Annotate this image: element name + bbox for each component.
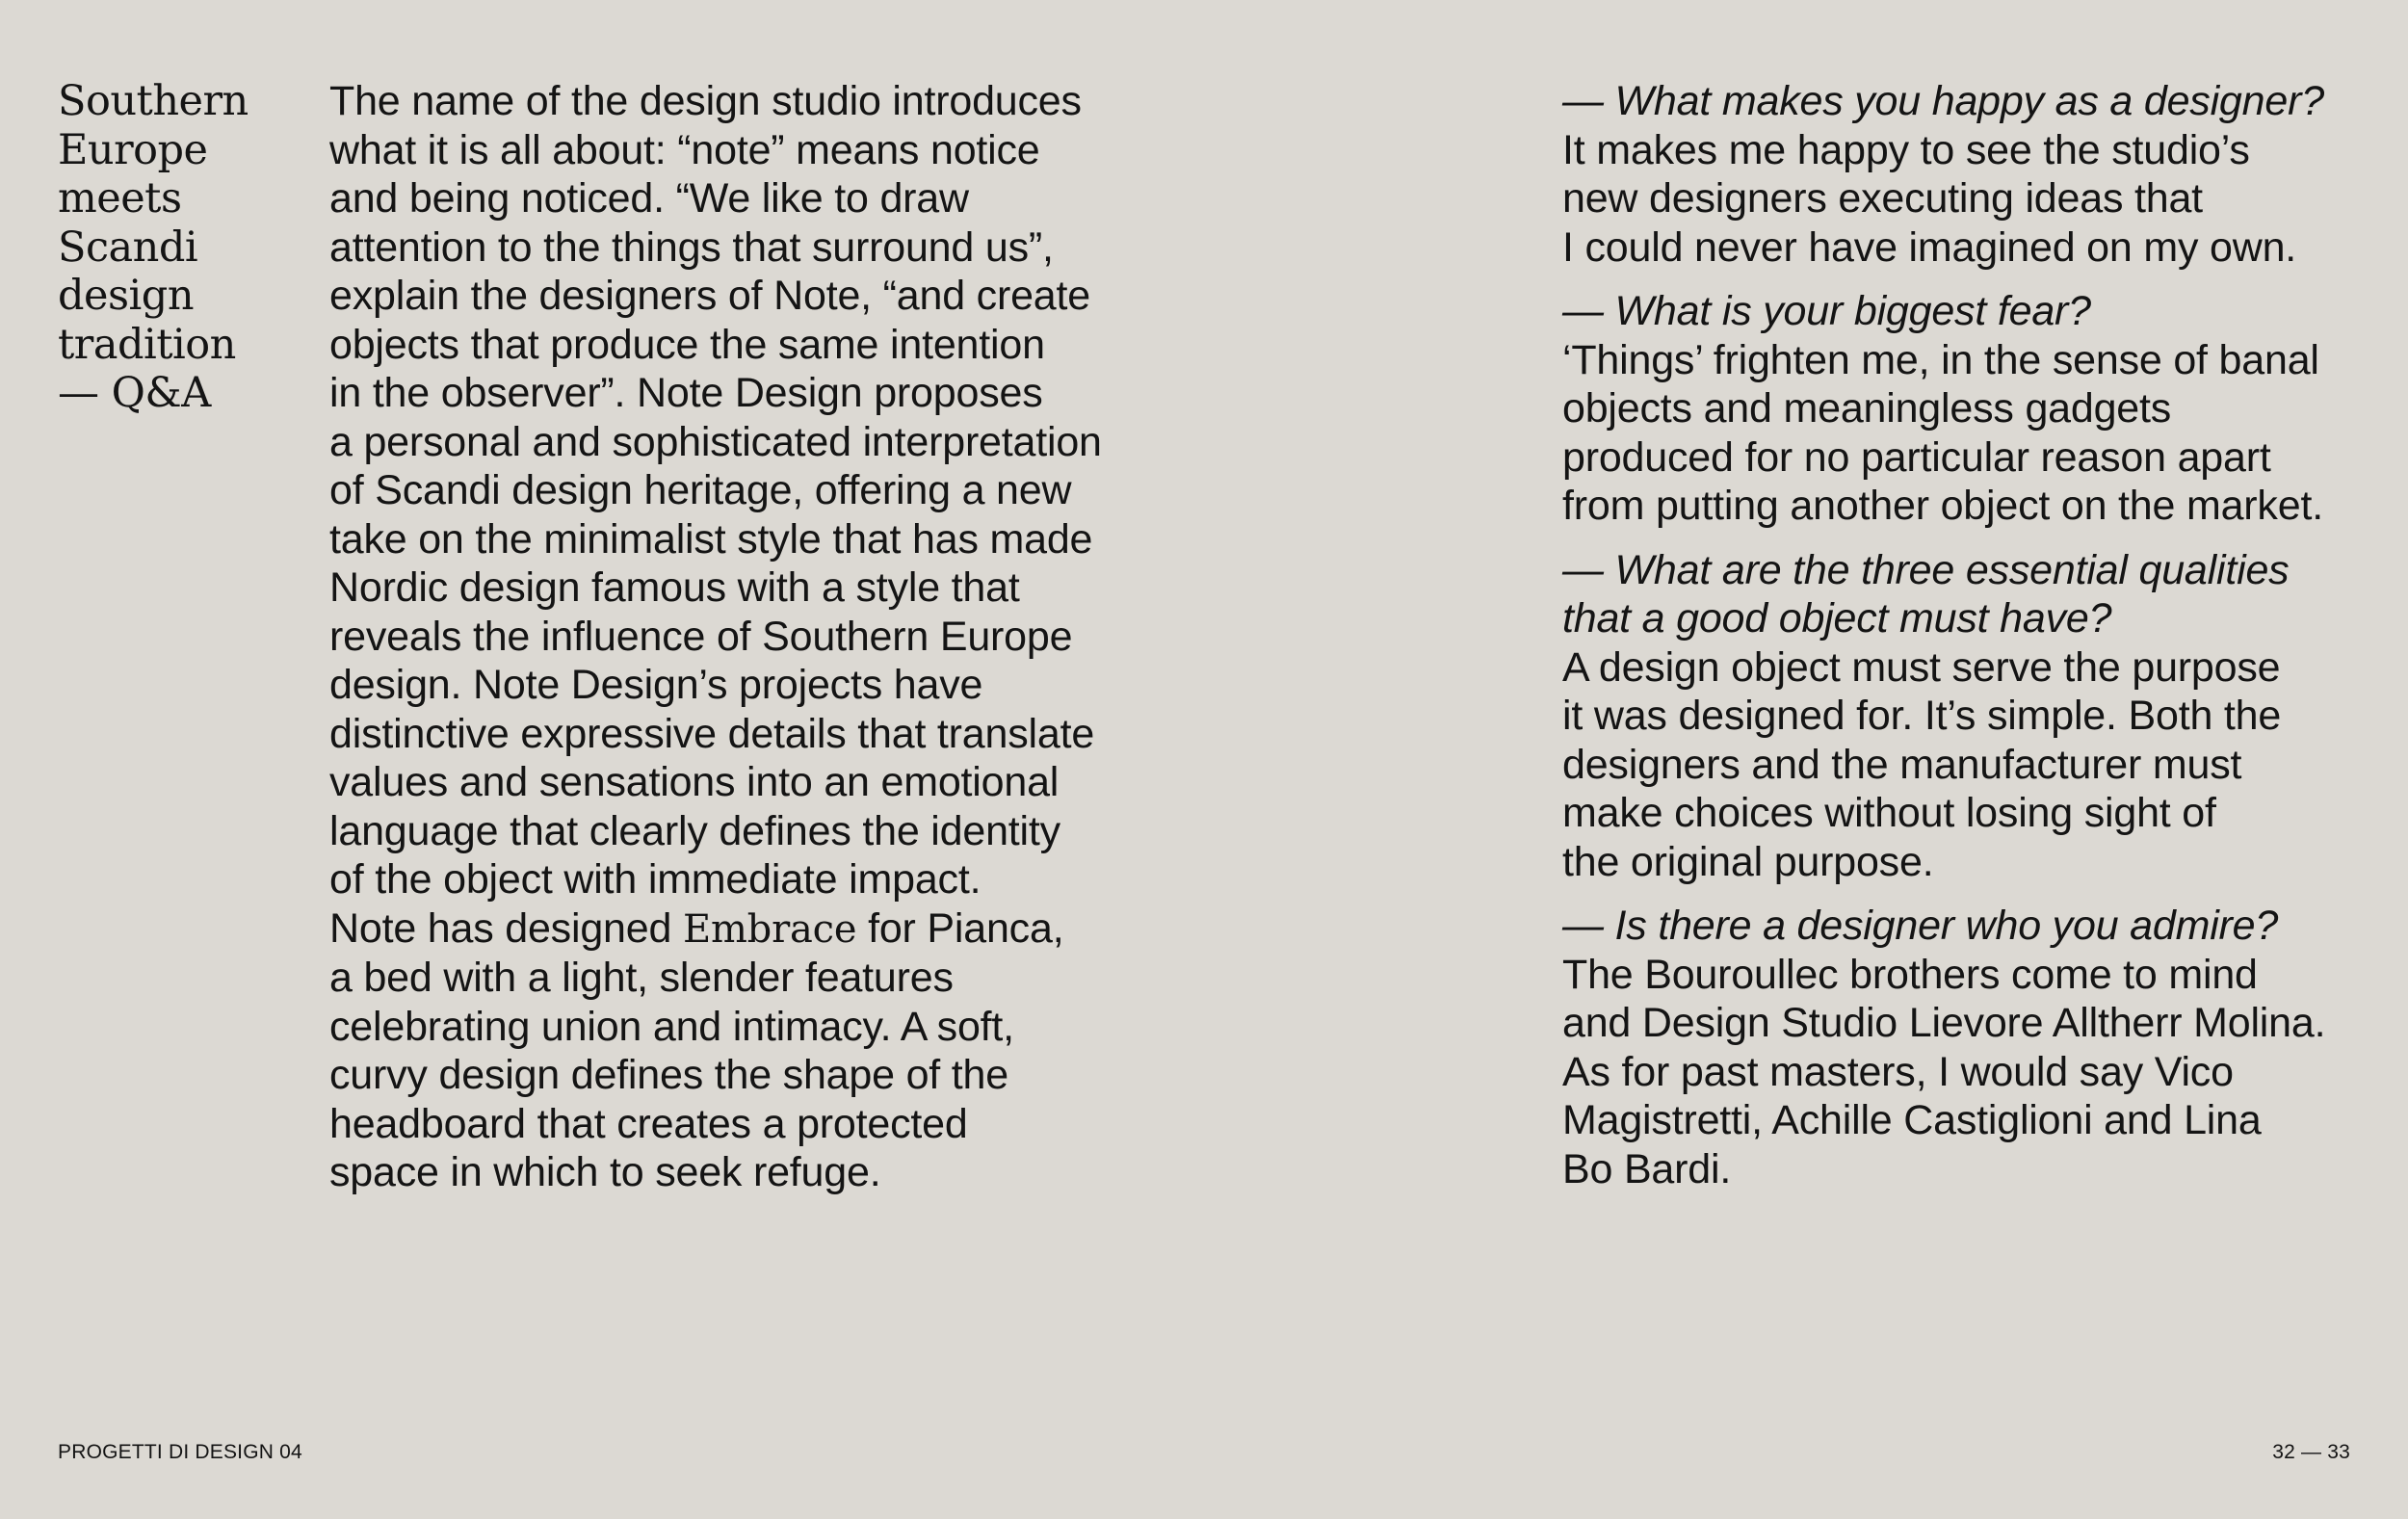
section-title-line: Southern	[58, 77, 249, 125]
body-text-line: values and sensations into an emotional	[329, 759, 1060, 805]
section-title-line: design	[58, 272, 195, 320]
body-text-line: Nordic design famous with a style that	[329, 564, 1020, 611]
body-text-line: of the object with immediate impact.	[329, 856, 982, 903]
qa-item	[1562, 546, 2371, 887]
section-title-line: Scandi	[58, 223, 198, 272]
answer-line: designers and the manufacturer must	[1562, 741, 2242, 788]
body-text-line: language that clearly defines the identity	[329, 807, 1060, 854]
answer-line: I could never have imagined on my own.	[1562, 223, 2297, 271]
qa-item	[1562, 287, 2371, 531]
body-text-line: and being noticed. “We like to draw	[329, 175, 969, 222]
product-name: Embrace	[682, 906, 857, 952]
publication-name: PROGETTI DI DESIGN 04	[58, 1441, 302, 1463]
body-text-line: space in which to seek refuge.	[329, 1149, 881, 1195]
answer-line: A design object must serve the purpose	[1562, 643, 2281, 691]
body-text-line: attention to the things that surround us”,	[329, 223, 1054, 271]
embrace-text-after: for Pianca,	[856, 904, 1064, 952]
body-text-line: The name of the design studio introduces	[329, 78, 1082, 124]
question: — What is your biggest fear?	[1562, 288, 2091, 334]
body-text-line-embrace	[329, 904, 1158, 955]
answer-line: Magistretti, Achille Castiglioni and Lina	[1562, 1097, 2262, 1143]
body-text-column	[329, 77, 1158, 1197]
section-title-line: meets	[58, 174, 182, 223]
answer-line: It makes me happy to see the studio’s	[1562, 126, 2250, 173]
answer-line: The Bouroullec brothers come to mind	[1562, 951, 2258, 998]
section-title-line: tradition	[58, 320, 236, 369]
body-text-line: reveals the influence of Southern Europe	[329, 613, 1073, 660]
answer-line: produced for no particular reason apart	[1562, 433, 2271, 481]
body-text-line: take on the minimalist style that has made	[329, 515, 1093, 563]
question: — What are the three essential qualities	[1562, 546, 2290, 593]
body-text-line: what it is all about: “note” means notice	[329, 126, 1040, 173]
section-title-line: — Q&A	[58, 369, 211, 417]
body-text-line: distinctive expressive details that translate	[329, 710, 1095, 757]
answer-line: from putting another object on the market.	[1562, 483, 2323, 529]
body-text-line: a bed with a light, slender features	[329, 955, 954, 1001]
answer-line: it was designed for. It’s simple. Both the	[1562, 693, 2282, 739]
answer-line: make choices without losing sight of	[1562, 790, 2216, 836]
question: that a good object must have?	[1562, 595, 2112, 642]
answer-line: the original purpose.	[1562, 838, 1934, 885]
answer-line: ‘Things’ frighten me, in the sense of banal	[1562, 336, 2319, 383]
body-text-line: curvy design defines the shape of the	[329, 1052, 1008, 1098]
answer-line: new designers executing ideas that	[1562, 175, 2203, 222]
question: — What makes you happy as a designer?	[1562, 78, 2324, 124]
answer-line: Bo Bardi.	[1562, 1145, 1732, 1192]
body-text-line: celebrating union and intimacy. A soft,	[329, 1003, 1014, 1050]
section-title	[58, 77, 289, 418]
body-text-line: headboard that creates a protected	[329, 1100, 968, 1147]
qa-item	[1562, 902, 2371, 1193]
body-text-line: design. Note Design’s projects have	[329, 662, 983, 708]
section-title-line: Europe	[58, 125, 208, 174]
body-text-line: explain the designers of Note, “and create	[329, 273, 1090, 319]
answer-line: and Design Studio Lievore Alltherr Molina.	[1562, 1000, 2326, 1046]
page-numbers: 32 — 33	[2272, 1441, 2350, 1463]
body-text-line: of Scandi design heritage, offering a new	[329, 467, 1072, 513]
body-text-line: in the observer”. Note Design proposes	[329, 370, 1043, 416]
answer-line: objects and meaningless gadgets	[1562, 385, 2172, 432]
body-text-line: objects that produce the same intention	[329, 321, 1045, 368]
qa-column	[1562, 77, 2371, 1209]
body-text-line: a personal and sophisticated interpretation	[329, 418, 1102, 465]
answer-line: As for past masters, I would say Vico	[1562, 1048, 2234, 1095]
embrace-text-before: Note has designed	[329, 904, 683, 952]
question: — Is there a designer who you admire?	[1562, 903, 2279, 949]
qa-item	[1562, 77, 2371, 272]
